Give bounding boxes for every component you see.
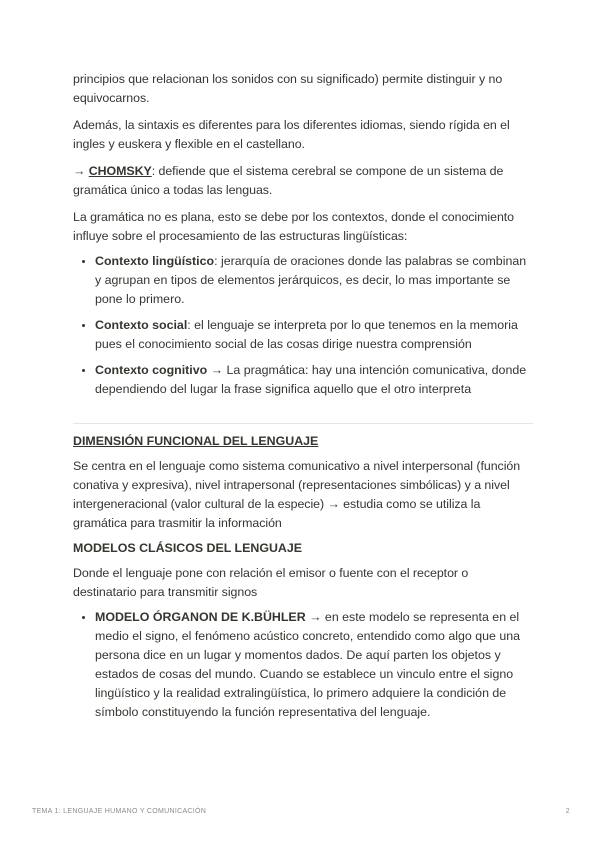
- list-item: • Contexto cognitivo → La pragmática: hay una intención comunicativa, donde dependiendo del lugar la frase significa aquello que el otro interpreta: [95, 361, 533, 399]
- model-list: [73, 608, 533, 722]
- page-footer: [32, 808, 570, 815]
- paragraph-sintaxis: Además, la sintaxis es diferentes para los diferentes idiomas, siendo rígida en el ingles y euskera y flexible en el castellano.: [73, 118, 510, 151]
- chomsky-term: CHOMSKY: [88, 164, 152, 178]
- divider: [73, 423, 533, 424]
- paragraph-modelos-clasicos: Donde el lenguaje pone con relación el emisor o fuente con el receptor o destinatario para transmitir signos: [73, 566, 469, 599]
- paragraph-principios: principios que relacionan los sonidos con su significado) permite distinguir y no equivocarnos.: [73, 72, 503, 105]
- list-item: • Contexto lingüístico: jerarquía de oraciones donde las palabras se combinan y agrupan en tipos de elementos jerárquicos, es decir, lo mas importante se pone lo primero.: [95, 252, 533, 309]
- list-item: • Contexto social: el lenguaje se interpreta por lo que tenemos en la memoria pues el conocimiento social de las cosas dirige nuestra comprensión: [95, 316, 533, 354]
- footer-title: TEMA 1: LENGUAJE HUMANO Y COMUNICACIÓN: [32, 808, 207, 815]
- section-heading-modelos-clasicos: MODELOS CLÁSICOS DEL LENGUAJE: [73, 541, 303, 555]
- paragraph-dimension-funcional: Se centra en el lenguaje como sistema comunicativo a nivel interpersonal (función conativa y expresiva), nivel intrapersonal (representaciones simbólicas) y a nivel intergeneracional (valor cultural de la especie) → estudia como se utiliza la gramática para trasmitir la información: [73, 459, 521, 530]
- list-item: • MODELO ÓRGANON DE K.BÜHLER → en este modelo se representa en el medio el signo, el fenómeno acústico concreto, entendido como algo que una persona dice en un lugar y momentos dados. De aquí parten los objetos y estados de cosas del mundo. Cuando se establece un vinculo entre el signo lingüístico y la realidad extralingüística, lo primero adquiere la condición de símbolo constituyendo la función representativa del lenguaje.: [95, 608, 533, 722]
- arrow-glyph: →: [73, 164, 89, 178]
- paragraph-gramatica: La gramática no es plana, esto se debe por los contextos, donde el conocimiento influye sobre el procesamiento de las estructuras lingüísticas:: [73, 210, 515, 243]
- page-number: 2: [565, 808, 570, 815]
- page-content: [73, 70, 533, 729]
- context-list: [73, 252, 533, 399]
- paragraph-chomsky: → CHOMSKY: defiende que el sistema cerebral se compone de un sistema de gramática único a todas las lenguas.: [73, 164, 504, 197]
- section-heading-dimension-funcional: DIMENSIÓN FUNCIONAL DEL LENGUAJE: [73, 434, 319, 448]
